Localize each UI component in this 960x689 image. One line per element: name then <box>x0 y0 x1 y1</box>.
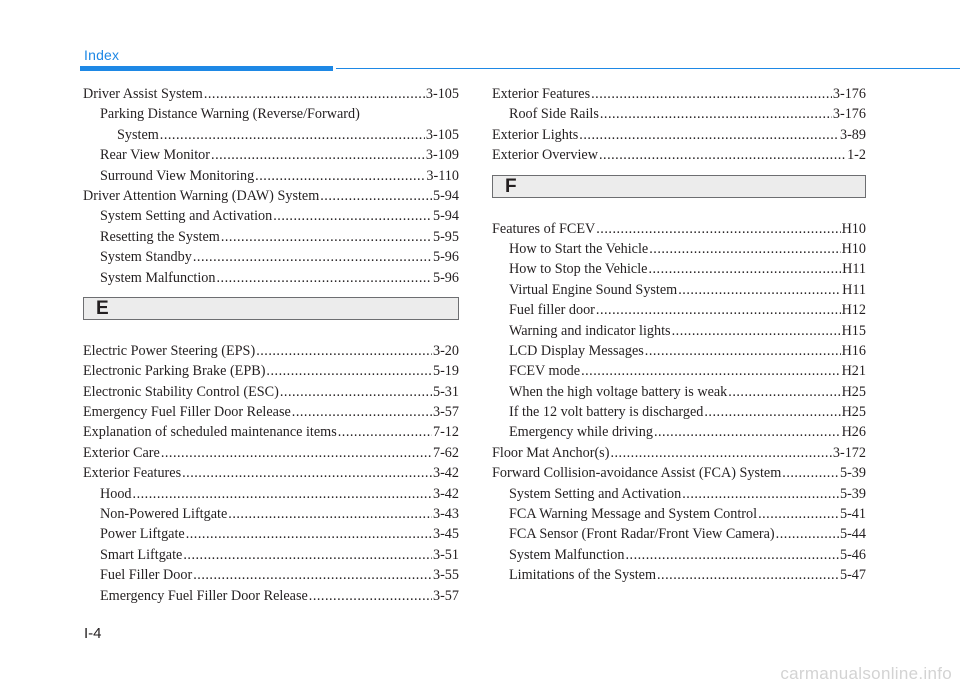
index-entry-page: 3-45 <box>432 526 459 543</box>
dot-leader <box>581 361 840 381</box>
index-entry-label: System Malfunction <box>509 546 625 563</box>
index-entry-label: Driver Assist System <box>83 86 203 102</box>
dot-leader <box>160 125 425 145</box>
dot-leader <box>133 484 432 504</box>
index-entry-page: 5-19 <box>432 363 459 380</box>
index-entry-page: 3-176 <box>832 106 866 123</box>
index-entry-page: H11 <box>842 281 866 298</box>
index-entry <box>83 341 459 361</box>
dot-leader <box>596 219 840 239</box>
section-letter-box-f <box>492 175 866 198</box>
dot-leader <box>704 402 840 422</box>
index-entry-page: 3-57 <box>432 587 459 604</box>
index-entry <box>492 125 866 145</box>
index-entry-label: Emergency while driving <box>509 424 653 441</box>
index-entry-label: Roof Side Rails <box>509 106 599 123</box>
page-number: I-4 <box>84 625 102 642</box>
index-entry-page: 3-57 <box>432 404 459 421</box>
index-entry <box>492 219 866 239</box>
dot-leader <box>186 524 432 544</box>
index-entry-label: LCD Display Messages <box>509 342 644 359</box>
index-entry-label: Electric Power Steering (EPS) <box>83 342 256 359</box>
dot-leader <box>320 186 432 206</box>
dot-leader <box>221 227 432 247</box>
index-entry-page: 3-43 <box>432 506 459 523</box>
index-entry-label: Rear View Monitor <box>100 147 211 164</box>
index-entry <box>83 361 459 381</box>
index-entry <box>492 361 866 381</box>
section-letter-box-e <box>83 297 459 320</box>
dot-leader <box>625 545 839 565</box>
dot-leader <box>645 341 841 361</box>
index-entry-label: System Standby <box>100 249 192 266</box>
index-entry-label: Forward Collision-avoidance Assist (FCA) System <box>492 465 782 482</box>
index-entry-label: Exterior Features <box>492 86 591 102</box>
index-entry <box>492 84 866 104</box>
index-entry <box>492 545 866 565</box>
index-entry-label: Features of FCEV <box>492 220 596 237</box>
dot-leader <box>256 341 432 361</box>
index-entry-page: 5-41 <box>839 506 866 523</box>
index-entry-page: H26 <box>841 424 866 441</box>
index-entry-page: 3-176 <box>832 86 866 102</box>
dot-leader <box>161 443 432 463</box>
index-entry-page: 3-172 <box>832 444 866 461</box>
index-entry-label: Non-Powered Liftgate <box>100 506 228 523</box>
index-entry-label: System Setting and Activation <box>100 208 273 225</box>
dot-leader <box>682 484 839 504</box>
dot-leader <box>678 280 841 300</box>
index-entry <box>83 545 459 565</box>
index-entry <box>492 259 866 279</box>
dot-leader <box>182 463 432 483</box>
header-accent-bar <box>80 66 333 71</box>
index-entry-page: H10 <box>841 220 866 237</box>
index-entry-page: 3-51 <box>432 546 459 563</box>
index-entry-page: 3-42 <box>432 465 459 482</box>
index-entry-label: Electronic Stability Control (ESC) <box>83 383 279 400</box>
index-entry-page: H21 <box>841 363 866 380</box>
dot-leader <box>579 125 839 145</box>
index-entry <box>492 402 866 422</box>
index-entry-page: 5-44 <box>839 526 866 543</box>
dot-leader <box>654 422 841 442</box>
index-entry <box>492 321 866 341</box>
index-entry <box>83 484 459 504</box>
index-entry <box>83 443 459 463</box>
index-entry <box>492 382 866 402</box>
index-entry <box>83 247 459 267</box>
index-entry-label: Floor Mat Anchor(s) <box>492 444 610 461</box>
index-entry-page: 7-12 <box>432 424 459 441</box>
dot-leader <box>228 504 432 524</box>
index-entry <box>83 145 459 165</box>
index-entry <box>492 443 866 463</box>
index-entry-label: Exterior Care <box>83 444 160 461</box>
index-entry-label: If the 12 volt battery is discharged <box>509 404 704 421</box>
index-entry-page: H10 <box>841 240 866 257</box>
dot-leader <box>309 586 432 606</box>
index-entry <box>83 227 459 247</box>
dot-leader <box>338 422 432 442</box>
index-column-right <box>492 84 866 586</box>
index-entry <box>83 382 459 402</box>
index-entry-page: 5-31 <box>432 383 459 400</box>
index-entry <box>83 565 459 585</box>
index-entry <box>83 422 459 442</box>
index-entry <box>83 524 459 544</box>
index-column-left <box>83 84 459 606</box>
index-entry-label: Hood <box>100 485 132 502</box>
index-entry <box>83 84 459 104</box>
index-group <box>492 219 866 586</box>
dot-leader <box>273 206 432 226</box>
index-entry-label: Parking Distance Warning (Reverse/Forward) <box>100 106 360 123</box>
dot-leader <box>193 565 432 585</box>
index-entry-label: Explanation of scheduled maintenance items <box>83 424 337 441</box>
index-entry-label: System Malfunction <box>100 269 216 286</box>
dot-leader <box>610 443 831 463</box>
index-entry-page: H16 <box>841 342 866 359</box>
index-entry-label: Smart Liftgate <box>100 546 183 563</box>
index-entry <box>492 300 866 320</box>
index-entry-label: Virtual Engine Sound System <box>509 281 678 298</box>
dot-leader <box>728 382 840 402</box>
index-entry-page: 3-20 <box>432 342 459 359</box>
dot-leader <box>657 565 839 585</box>
index-entry-label: Surround View Monitoring <box>100 167 255 184</box>
index-entry-page: 5-94 <box>432 187 459 204</box>
index-entry <box>83 125 459 145</box>
index-entry-label: Emergency Fuel Filler Door Release <box>83 404 291 421</box>
dot-leader <box>183 545 432 565</box>
dot-leader <box>193 247 432 267</box>
index-entry <box>83 586 459 606</box>
index-entry <box>83 504 459 524</box>
index-entry <box>492 422 866 442</box>
index-entry-label: Power Liftgate <box>100 526 185 543</box>
index-entry-label: Exterior Lights <box>492 126 579 143</box>
index-entry-page: H25 <box>841 404 866 421</box>
dot-leader <box>591 84 832 104</box>
index-entry <box>83 104 459 124</box>
index-entry-label: Electronic Parking Brake (EPB) <box>83 363 266 380</box>
dot-leader <box>758 504 839 524</box>
index-entry <box>83 186 459 206</box>
index-entry-page: 5-39 <box>839 485 866 502</box>
watermark-text: carmanualsonline.info <box>780 664 952 683</box>
index-entry <box>492 239 866 259</box>
index-entry <box>492 280 866 300</box>
dot-leader <box>600 104 832 124</box>
index-entry-label: Fuel filler door <box>509 302 595 319</box>
index-entry <box>492 504 866 524</box>
index-entry-page: H11 <box>842 261 866 278</box>
dot-leader <box>204 84 425 104</box>
index-header-title: Index <box>84 47 120 63</box>
index-entry <box>83 402 459 422</box>
index-group <box>83 84 459 288</box>
index-entry-page: 7-62 <box>432 444 459 461</box>
header-rule <box>336 68 960 69</box>
index-group <box>83 341 459 606</box>
index-entry <box>492 484 866 504</box>
index-entry-page: 3-89 <box>839 126 866 143</box>
dot-leader <box>672 321 841 341</box>
index-entry <box>83 268 459 288</box>
index-entry-label: Fuel Filler Door <box>100 567 193 584</box>
index-entry-label: System <box>117 126 159 143</box>
index-entry-page: 3-110 <box>426 167 459 184</box>
index-entry-label: Exterior Features <box>83 465 182 482</box>
index-entry-page: H25 <box>841 383 866 400</box>
index-entry <box>83 463 459 483</box>
index-entry-label: Resetting the System <box>100 228 220 245</box>
index-entry-page: 5-39 <box>839 465 866 482</box>
index-entry-label: How to Start the Vehicle <box>509 240 649 257</box>
index-entry <box>83 206 459 226</box>
index-entry-page: 5-96 <box>432 249 459 266</box>
dot-leader <box>266 361 432 381</box>
section-letter: F <box>505 175 517 197</box>
dot-leader <box>211 145 425 165</box>
index-entry-page: 3-55 <box>432 567 459 584</box>
index-entry-label: Driver Attention Warning (DAW) System <box>83 187 320 204</box>
dot-leader <box>649 239 840 259</box>
index-group <box>492 84 866 166</box>
index-entry-page: 5-94 <box>432 208 459 225</box>
dot-leader <box>280 382 432 402</box>
index-entry <box>492 463 866 483</box>
index-entry-page: 3-105 <box>425 86 459 102</box>
index-entry-page: 3-109 <box>425 147 459 164</box>
dot-leader <box>648 259 841 279</box>
index-entry-page: 5-96 <box>432 269 459 286</box>
index-entry-page: 5-46 <box>839 546 866 563</box>
index-entry <box>492 565 866 585</box>
index-entry-page: H15 <box>841 322 866 339</box>
dot-leader <box>599 145 846 165</box>
index-entry-label: FCA Warning Message and System Control <box>509 506 758 523</box>
dot-leader <box>596 300 841 320</box>
dot-leader <box>216 268 432 288</box>
section-letter: E <box>96 297 109 319</box>
index-entry-label: System Setting and Activation <box>509 485 682 502</box>
index-entry <box>492 104 866 124</box>
index-entry-label: Exterior Overview <box>492 147 598 164</box>
index-entry-label: FCEV mode <box>509 363 581 380</box>
index-entry <box>492 145 866 165</box>
index-entry <box>492 341 866 361</box>
index-entry-page: 3-42 <box>432 485 459 502</box>
dot-leader <box>255 166 425 186</box>
dot-leader <box>292 402 432 422</box>
dot-leader <box>776 524 839 544</box>
index-entry <box>492 524 866 544</box>
index-entry-label: Emergency Fuel Filler Door Release <box>100 587 308 604</box>
index-entry <box>83 166 459 186</box>
index-entry-label: FCA Sensor (Front Radar/Front View Camera) <box>509 526 775 543</box>
index-entry-label: Limitations of the System <box>509 567 656 584</box>
index-entry-label: When the high voltage battery is weak <box>509 383 728 400</box>
index-entry-page: 1-2 <box>847 147 866 164</box>
index-entry-label: Warning and indicator lights <box>509 322 671 339</box>
index-entry-page: 3-105 <box>425 126 459 143</box>
index-entry-page: 5-47 <box>839 567 866 584</box>
dot-leader <box>782 463 839 483</box>
index-entry-page: H12 <box>841 302 866 319</box>
index-entry-label: How to Stop the Vehicle <box>509 261 648 278</box>
index-entry-page: 5-95 <box>432 228 459 245</box>
